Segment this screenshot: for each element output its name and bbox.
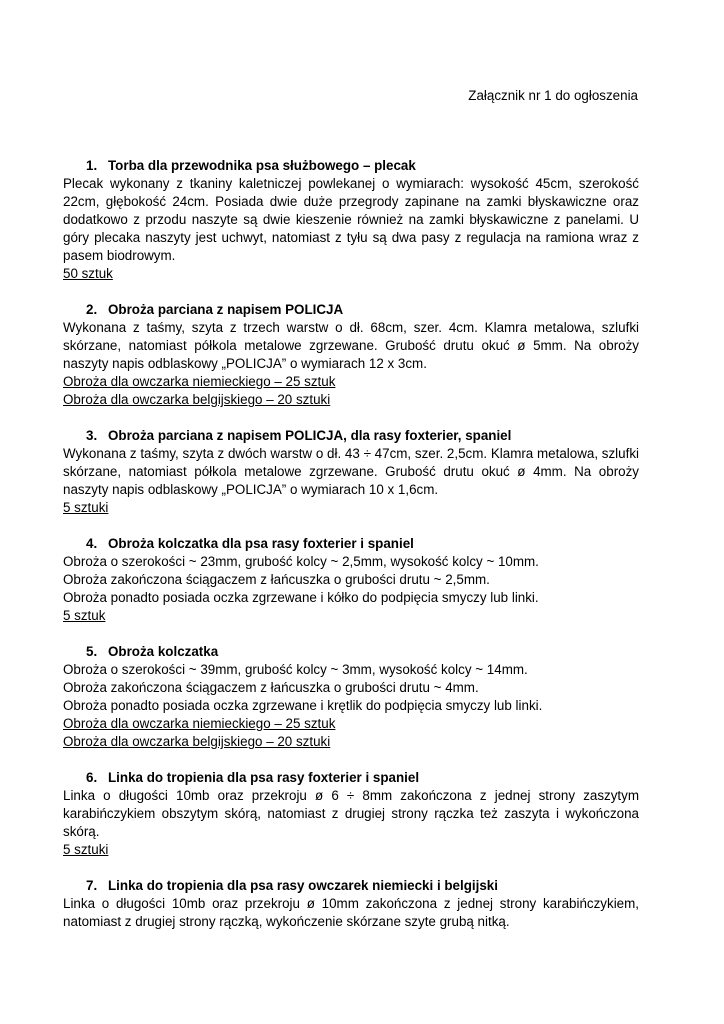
- item-number: 6.: [86, 770, 98, 785]
- item-heading: [63, 301, 639, 319]
- item-description: Wykonana z taśmy, szyta z trzech warstw o dł. 68cm, szer. 4cm. Klamra metalowa, szlufki skórzane, natomiast półkola metalowe zgrzewane. Grubość drutu okuć ø 5mm. Na obroży naszyty napis odblaskowy „POLICJA” o wymiarach 12 x 3cm.: [63, 320, 639, 371]
- item-heading: [63, 535, 639, 553]
- item-line: Obroża zakończona ściągaczem z łańcuszka o grubości drutu ~ 4mm.: [63, 680, 479, 695]
- item-line: Obroża o szerokości ~ 39mm, grubość kolcy ~ 3mm, wysokość kolcy ~ 14mm.: [63, 662, 528, 677]
- item-number: 7.: [86, 878, 98, 893]
- item-quantity: 5 sztuki: [63, 500, 109, 515]
- item-number: 2.: [86, 302, 98, 317]
- item-7: [63, 877, 639, 931]
- item-line: Obroża ponadto posiada oczka zgrzewane i krętlik do podpięcia smyczy lub linki.: [63, 698, 543, 713]
- item-number: 4.: [86, 536, 98, 551]
- item-quantity: 50 sztuk: [63, 266, 113, 281]
- item-title: Obroża parciana z napisem POLICJA: [108, 302, 344, 317]
- item-quantity: 5 sztuki: [63, 842, 109, 857]
- item-description: Wykonana z taśmy, szyta z dwóch warstw o dł. 43 ÷ 47cm, szer. 2,5cm. Klamra metalowa, szlufki skórzane, natomiast półkola metalowe zgrzewane. Grubość drutu okuć ø 4mm. Na obroży naszyty napis odblaskowy „POLICJA” o wymiarach 10 x 1,6cm.: [63, 446, 639, 497]
- item-line: Obroża o szerokości ~ 23mm, grubość kolcy ~ 2,5mm, wysokość kolcy ~ 10mm.: [63, 554, 539, 569]
- item-heading: [63, 643, 639, 661]
- item-6: [63, 769, 639, 859]
- item-number: 1.: [86, 158, 98, 173]
- item-title: Linka do tropienia dla psa rasy owczarek niemiecki i belgijski: [108, 878, 498, 893]
- item-1: [63, 157, 639, 283]
- document-body: [63, 157, 639, 949]
- item-title: Torba dla przewodnika psa służbowego – plecak: [108, 158, 416, 173]
- item-3: [63, 427, 639, 517]
- item-heading: [63, 769, 639, 787]
- item-line: Obroża zakończona ściągaczem z łańcuszka o grubości drutu ~ 2,5mm.: [63, 572, 490, 587]
- item-title: Linka do tropienia dla psa rasy foxterier i spaniel: [108, 770, 420, 785]
- item-number: 3.: [86, 428, 98, 443]
- item-number: 5.: [86, 644, 98, 659]
- item-title: Obroża kolczatka dla psa rasy foxterier i spaniel: [108, 536, 414, 551]
- item-quantity: Obroża dla owczarka niemieckiego – 25 sztuk: [63, 716, 336, 731]
- item-title: Obroża kolczatka: [108, 644, 219, 659]
- item-quantity: Obroża dla owczarka belgijskiego – 20 sztuki: [63, 392, 331, 407]
- item-4: [63, 535, 639, 625]
- item-quantity: Obroża dla owczarka niemieckiego – 25 sztuk: [63, 374, 336, 389]
- item-line: Obroża ponadto posiada oczka zgrzewane i kółko do podpięcia smyczy lub linki.: [63, 590, 539, 605]
- annex-label: Załącznik nr 1 do ogłoszenia: [468, 88, 638, 103]
- item-description: Linka o długości 10mb oraz przekroju ø 6 ÷ 8mm zakończona z jednej strony zaszytym karabińczykiem obszytym skórą, natomiast z drugiej strony rączka też zaszyta i wykończona skórą.: [63, 788, 639, 839]
- item-title: Obroża parciana z napisem POLICJA, dla rasy foxterier, spaniel: [108, 428, 512, 443]
- item-heading: [63, 427, 639, 445]
- item-description: Linka o długości 10mb oraz przekroju ø 10mm zakończona z jednej strony karabińczykiem, natomiast z drugiej strony rączką, wykończenie skórzane szyte grubą nitką.: [63, 896, 639, 929]
- item-quantity: 5 sztuk: [63, 608, 106, 623]
- item-5: [63, 643, 639, 751]
- item-heading: [63, 877, 639, 895]
- item-description: Plecak wykonany z tkaniny kaletniczej powlekanej o wymiarach: wysokość 45cm, szerokość 22cm, głębokość 24cm. Posiada dwie duże przegrody zapinane na zamki błyskawiczne oraz dodatkowo z przodu naszyte są dwie kieszenie również na zamki błyskawiczne z panelami. U góry plecaka naszyty jest uchwyt, natomiast z tyłu są dwa pasy z regulacja na ramiona wraz z pasem biodrowym.: [63, 176, 639, 263]
- item-quantity: Obroża dla owczarka belgijskiego – 20 sztuki: [63, 734, 331, 749]
- item-2: [63, 301, 639, 409]
- item-heading: [63, 157, 639, 175]
